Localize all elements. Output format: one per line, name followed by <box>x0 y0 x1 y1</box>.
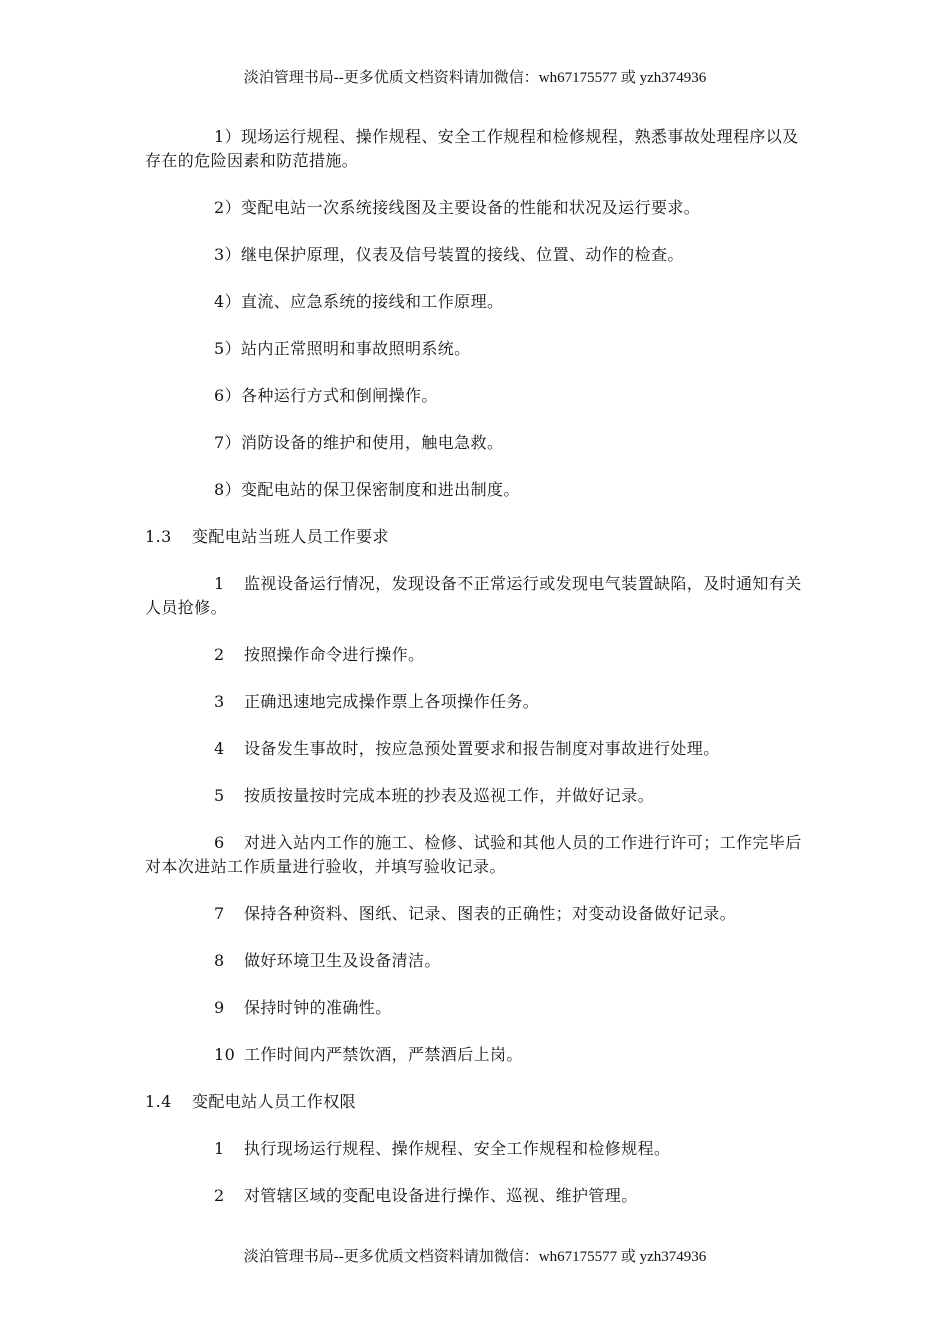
requirement-item <box>145 784 807 808</box>
knowledge-item: 7）消防设备的维护和使用，触电急救。 <box>214 433 504 452</box>
section-title: 变配电站当班人员工作要求 <box>192 527 389 546</box>
requirement-item <box>145 831 807 879</box>
item-text: 做好环境卫生及设备清洁。 <box>244 951 441 970</box>
knowledge-item: 3）继电保护原理，仪表及信号装置的接线、位置、动作的检查。 <box>214 245 684 264</box>
page-header: 淡泊管理书局--更多优质文档资料请加微信：wh67175577 或 yzh374936 <box>243 70 707 86</box>
knowledge-item: 4）直流、应急系统的接线和工作原理。 <box>214 292 504 311</box>
knowledge-item: 8）变配电站的保卫保密制度和进出制度。 <box>214 480 520 499</box>
requirement-item <box>145 1043 807 1067</box>
item-text: 监视设备运行情况，发现设备不正常运行或发现电气装置缺陷，及时通知有关人员抢修。 <box>145 574 802 617</box>
section-heading-1-3 <box>145 525 807 549</box>
requirement-item <box>145 996 807 1020</box>
item-number: 7 <box>214 904 225 923</box>
document-body <box>145 125 807 1231</box>
knowledge-item: 2）变配电站一次系统接线图及主要设备的性能和状况及运行要求。 <box>214 198 701 217</box>
section-heading-1-4 <box>145 1090 807 1114</box>
section-number: 1.4 <box>145 1092 172 1111</box>
knowledge-item: 5）站内正常照明和事故照明系统。 <box>214 339 471 358</box>
item-number: 10 <box>214 1045 236 1064</box>
requirement-item <box>145 949 807 973</box>
item-number: 1 <box>214 1139 225 1158</box>
item-text: 正确迅速地完成操作票上各项操作任务。 <box>244 692 540 711</box>
authority-item <box>145 1184 807 1208</box>
knowledge-item: 6）各种运行方式和倒闸操作。 <box>214 386 438 405</box>
item-number: 9 <box>214 998 225 1017</box>
page-footer: 淡泊管理书局--更多优质文档资料请加微信：wh67175577 或 yzh374936 <box>243 1249 707 1265</box>
item-text: 保持时钟的准确性。 <box>244 998 392 1017</box>
item-text: 执行现场运行规程、操作规程、安全工作规程和检修规程。 <box>244 1139 671 1158</box>
section-title: 变配电站人员工作权限 <box>192 1092 357 1111</box>
item-text: 按照操作命令进行操作。 <box>244 645 425 664</box>
item-number: 4 <box>214 739 225 758</box>
item-number: 6 <box>214 833 225 852</box>
item-number: 2 <box>214 645 225 664</box>
item-text: 按质按量按时完成本班的抄表及巡视工作，并做好记录。 <box>244 786 655 805</box>
section-number: 1.3 <box>145 527 172 546</box>
item-number: 5 <box>214 786 225 805</box>
item-number: 8 <box>214 951 225 970</box>
item-text: 保持各种资料、图纸、记录、图表的正确性；对变动设备做好记录。 <box>244 904 737 923</box>
requirement-item <box>145 690 807 714</box>
item-number: 2 <box>214 1186 225 1205</box>
item-number: 1 <box>214 574 225 593</box>
requirement-item <box>145 643 807 667</box>
item-text: 对进入站内工作的施工、检修、试验和其他人员的工作进行许可；工作完毕后对本次进站工作质量进行验收，并填写验收记录。 <box>145 833 802 876</box>
authority-item <box>145 1137 807 1161</box>
item-text: 对管辖区域的变配电设备进行操作、巡视、维护管理。 <box>244 1186 638 1205</box>
item-number: 3 <box>214 692 225 711</box>
requirement-item <box>145 572 807 620</box>
requirement-item <box>145 737 807 761</box>
requirement-item <box>145 902 807 926</box>
item-text: 设备发生事故时，按应急预处置要求和报告制度对事故进行处理。 <box>244 739 720 758</box>
item-text: 工作时间内严禁饮酒，严禁酒后上岗。 <box>244 1045 523 1064</box>
knowledge-item: 1）现场运行规程、操作规程、安全工作规程和检修规程，熟悉事故处理程序以及存在的危险因素和防范措施。 <box>145 127 799 170</box>
